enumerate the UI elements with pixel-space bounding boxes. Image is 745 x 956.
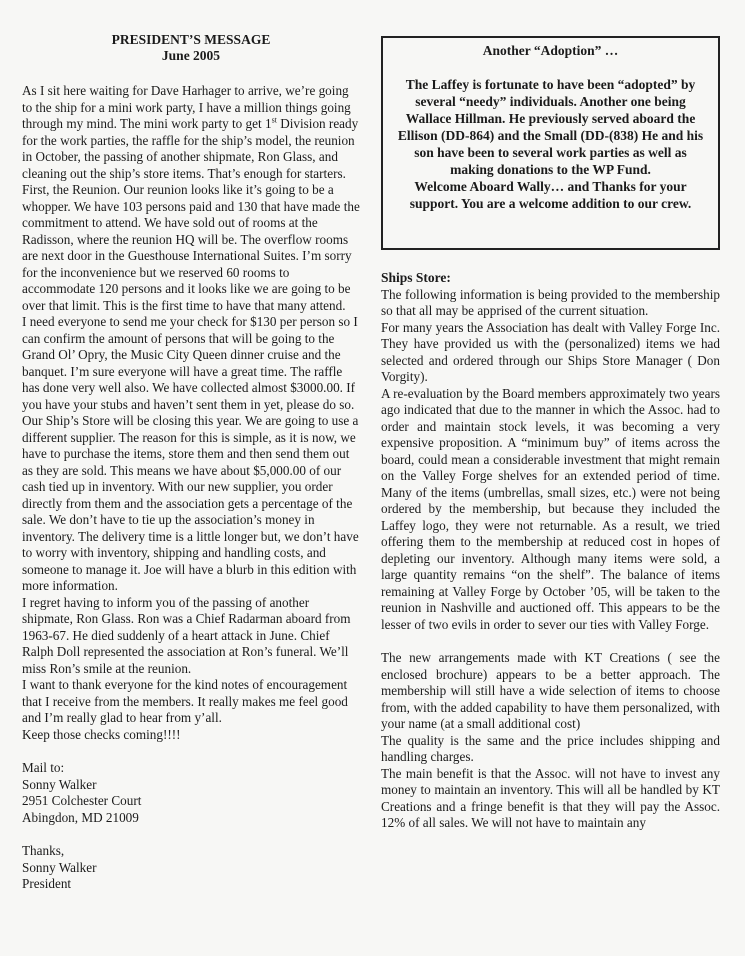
message-body	[22, 83, 360, 743]
paragraph-store: Our Ship’s Store will be closing this year. We are going to use a different supplier. The reason for this is simple, as it is now, we have to purchase the items, store them and then send them out as they are sold. This means we have about $5,000.00 of our cash tied up in inventory. With our new supplier, you order directly from them and the association gets a percentage of the sale. We don’t have to tie up the association’s money in inventory. The delivery time is a little longer but, we don’t have to worry with inventory, shipping and handling costs, and someone to manage it. Joe will have a blurb in this edition with more information.	[22, 413, 359, 593]
store-paragraph-5: The quality is the same and the price includes shipping and handling charges.	[381, 732, 720, 764]
adoption-title: Another “Adoption” …	[482, 43, 619, 58]
paragraph-intro-b: Division ready for the work parties, the raffle for the ship’s model, the reunion in October, the passing of another shipmate, Ron Glass, and cleaning out the ship’s store items. That’s enough for starters.	[22, 116, 359, 181]
paragraph-thanks: I want to thank everyone for the kind notes of encouragement that I receive from the members. It really makes me feel good and I’m really glad to hear from y’all.	[22, 677, 348, 725]
paragraph-intro-a: As I sit here waiting for Dave Harhager to arrive, we’re going to the ship for a mini work party, I have a million things going through my mind. The mini work party to get 1	[22, 83, 351, 131]
adoption-body: The Laffey is fortunate to have been “adopted” by several “needy” individuals. Another one being Wallace Hillman. He previously served aboard the Ellison (DD-864) and the Small (DD-(838) He and his son have been to several work parties as well as making donations to the WP Fund.	[397, 77, 704, 177]
signer-title: President	[22, 876, 72, 891]
paragraph-checks: Keep those checks coming!!!!	[22, 726, 181, 742]
message-title: PRESIDENT’S MESSAGE	[111, 32, 271, 47]
store-paragraph-1: The following information is being provided to the membership so that all may be apprised of the current situation.	[381, 286, 720, 318]
paragraph-reunion: First, the Reunion. Our reunion looks like it’s going to be a whopper. We have 103 persons paid and 130 that have made the commitment to attend. We have sold out of rooms at the Radisson, where the reunion HQ will be. The overflow rooms are next door in the Guesthouse International Suites. I’m sorry for the inconvenience but we reserved 60 rooms to accommodate 120 persons and it looks like we are going to be over that limit. This is the first time to have that many attend.	[22, 182, 360, 313]
paragraph-check: I need everyone to send me your check for $130 per person so I can confirm the amount of persons that will be going to the Grand Ol’ Opry, the Music City Queen dinner cruise and the banquet. I’m sure everyone will have a great time. The raffle has done very well also. We have collected almost $3000.00. If you have your stubs and haven’t sent them in yet, please do so.	[22, 314, 358, 412]
mail-street: 2951 Colchester Court	[22, 793, 142, 808]
store-paragraph-3: A re-evaluation by the Board members approximately two years ago indicated that due to the manner in which the Assoc. had to order and maintain stock levels, it was becoming a very expensive proposition. A “minimum buy” of items across the board, could mean a considerable investment that might remain on the Valley Forge shelves for an extended period of time. Many of the items (umbrellas, small sizes, etc.) were not being ordered by the membership, but because they included the Laffey logo, they were not returnable. As a result, we tried offering them to the membership at reduced cost in hopes of depleting our inventory. Although many items were sold, a large quantity remains “on the shelf”. The balance of items remaining at Valley Forge by October ’05, will be taken to the reunion in Nashville and auctioned off. This appears to be the lesser of two evils in order to sever our ties with Valley Forge.	[381, 385, 720, 632]
ordinal-suffix: st	[271, 115, 277, 125]
right-column	[381, 0, 720, 832]
paragraph-passing: I regret having to inform you of the passing of another shipmate, Ron Glass. Ron was a Chief Radarman aboard from 1963-67. He died suddenly of a heart attack in June. Chief Ralph Doll represented the association at Ron’s funeral. We’ll miss Ron’s smile at the reunion.	[22, 594, 351, 676]
paragraph-gap	[381, 633, 720, 650]
mail-label: Mail to:	[22, 760, 65, 775]
mail-city: Abingdon, MD 21009	[22, 809, 139, 825]
signer-name: Sonny Walker	[22, 859, 97, 875]
mail-name: Sonny Walker	[22, 776, 97, 792]
page-title	[22, 32, 360, 64]
signature-block	[22, 843, 360, 893]
presidents-message-column	[22, 0, 360, 893]
adoption-welcome: Welcome Aboard Wally… and Thanks for your support. You are a welcome addition to our crew.	[409, 179, 692, 211]
adoption-box	[381, 36, 720, 250]
thanks-line: Thanks,	[22, 843, 65, 858]
store-paragraph-6: The main benefit is that the Assoc. will not have to invest any money to maintain an inventory. This will all be handled by KT Creations and a fringe benefit is that they will pay the Assoc. 12% of all sales. We will not have to maintain any	[381, 765, 720, 830]
ships-store-title: Ships Store:	[381, 270, 451, 285]
paragraph-intro	[22, 83, 360, 182]
store-paragraph-4: The new arrangements made with KT Creations ( see the enclosed brochure) appears to be a better approach. The membership will still have a wide selection of items to choose from, with the added capability to have them personalized, with your name (at a small additional cost)	[381, 650, 720, 731]
ships-store-section	[381, 270, 720, 832]
mailing-address	[22, 760, 360, 826]
store-paragraph-2: For many years the Association has dealt with Valley Forge Inc. They have provided us with the (personalized) items we had selected and ordered through our Ships Store Manager ( Don Vorgity).	[381, 319, 720, 384]
message-date: June 2005	[161, 48, 221, 63]
